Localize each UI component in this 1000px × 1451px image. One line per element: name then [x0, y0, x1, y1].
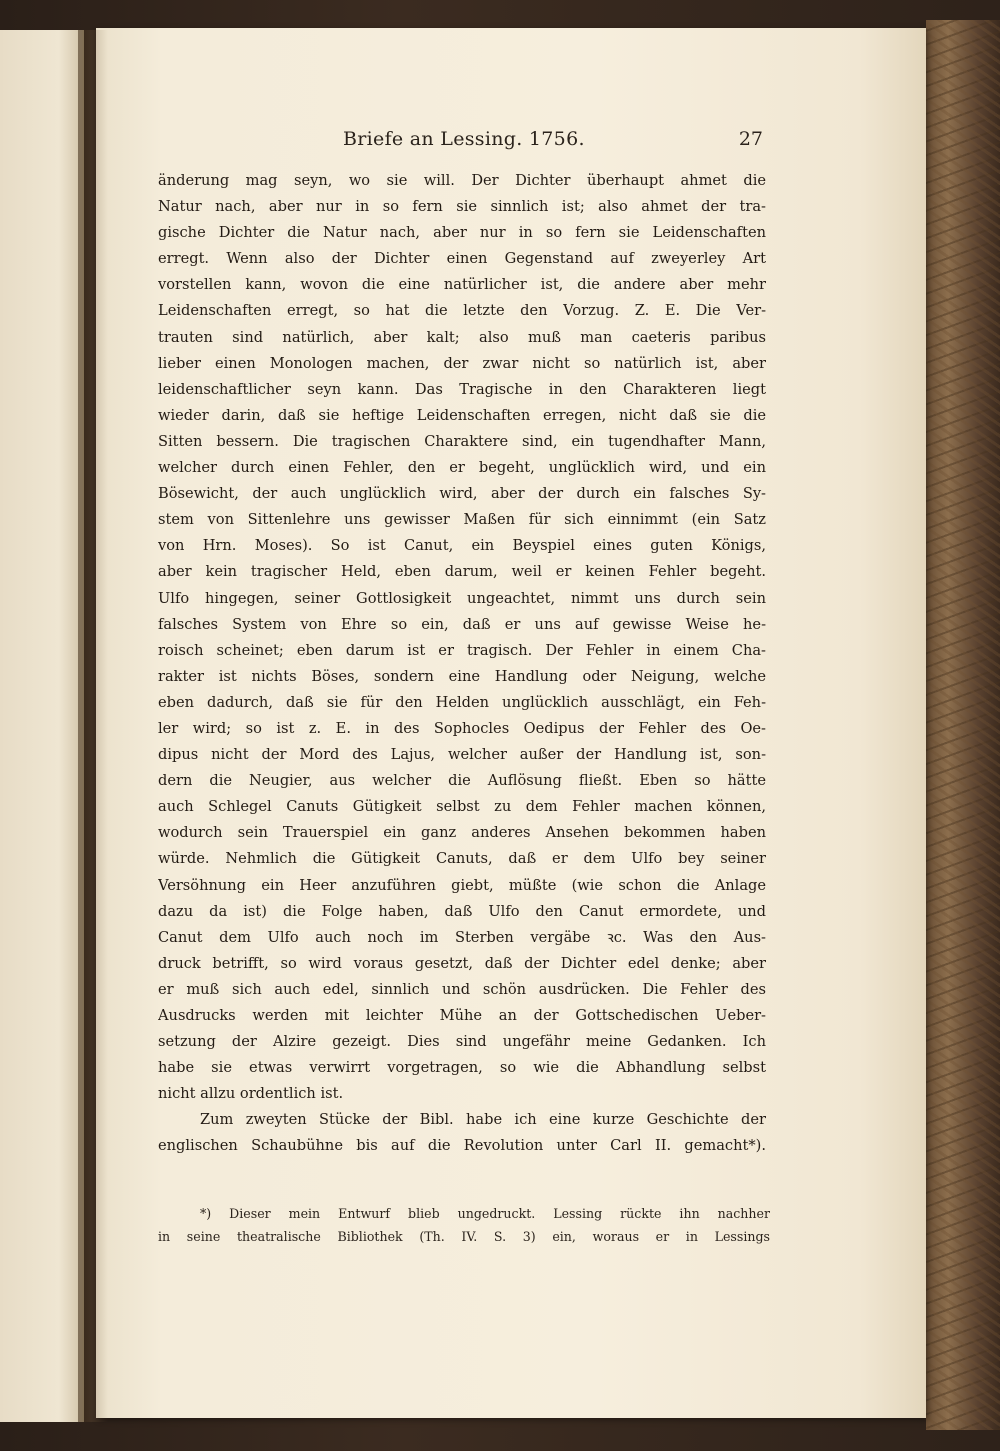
page-number: 27 — [738, 128, 763, 150]
text-line: stem von Sittenlehre uns gewisser Maßen für sich einnimmt (ein Satz — [158, 511, 766, 529]
text-line: eben dadurch, daß sie für den Helden unglücklich ausschlägt, ein Feh- — [158, 693, 766, 711]
text-line: Sitten bessern. Die tragischen Charaktere sind, ein tugendhafter Mann, — [158, 432, 766, 450]
text-line: druck betrifft, so wird voraus gesetzt, daß der Dichter edel denke; aber — [158, 954, 766, 972]
text-line: Ausdrucks werden mit leichter Mühe an der Gottschedischen Ueber- — [158, 1007, 766, 1024]
text-line: trauten sind natürlich, aber kalt; also muß man caeteris paribus — [158, 328, 766, 346]
text-line: setzung der Alzire gezeigt. Dies sind ungefähr meine Gedanken. Ich — [158, 1033, 766, 1051]
text-line: dipus nicht der Mord des Lajus, welcher außer der Handlung ist, son- — [158, 746, 766, 764]
book-cover-edge — [926, 20, 1000, 1430]
text-line: ler wird; so ist z. E. in des Sophocles Oedipus der Fehler des Oe- — [158, 719, 766, 737]
text-line: habe sie etwas verwirrt vorgetragen, so wie die Abhandlung selbst — [158, 1059, 766, 1077]
text-line: Zum zweyten Stücke der Bibl. habe ich eine kurze Geschichte der — [200, 1111, 766, 1129]
text-line: vorstellen kann, wovon die eine natürlicher ist, die andere aber mehr — [158, 276, 766, 294]
footnote-line: *) Dieser mein Entwurf blieb ungedruckt. Lessing rückte ihn nachher — [200, 1206, 770, 1221]
text-line: wieder darin, daß sie heftige Leidenschaften erregen, nicht daß sie die — [158, 406, 766, 424]
page-gutter-shadow — [78, 30, 108, 1422]
text-line: falsches System von Ehre so ein, daß er uns auf gewisse Weise he- — [158, 615, 766, 633]
text-line: Natur nach, aber nur in so fern sie sinnlich ist; also ahmet der tra- — [158, 198, 766, 216]
text-line: erregt. Wenn also der Dichter einen Gegenstand auf zweyerley Art — [158, 250, 766, 268]
text-line: er muß sich auch edel, sinnlich und schön ausdrücken. Die Fehler des — [158, 980, 766, 998]
text-line: wodurch sein Trauerspiel ein ganz anderes Ansehen bekommen haben — [158, 824, 766, 842]
text-line: gische Dichter die Natur nach, aber nur in so fern sie Leidenschaften — [158, 224, 766, 242]
text-line: auch Schlegel Canuts Gütigkeit selbst zu dem Fehler machen können, — [158, 798, 766, 816]
text-line: von Hrn. Moses). So ist Canut, ein Beyspiel eines guten Königs, — [158, 537, 766, 555]
page-header — [158, 128, 763, 158]
text-line: dern die Neugier, aus welcher die Auflösung fließt. Eben so hätte — [158, 772, 766, 790]
footnote — [158, 1202, 770, 1248]
text-line: Bösewicht, der auch unglücklich wird, aber der durch ein falsches Sy- — [158, 485, 766, 503]
text-line: Canut dem Ulfo auch noch im Sterben vergäbe ꝛc. Was den Aus- — [158, 928, 766, 946]
text-line: würde. Nehmlich die Gütigkeit Canuts, daß er dem Ulfo bey seiner — [158, 850, 766, 868]
text-line: welcher durch einen Fehler, den er begeht, unglücklich wird, und ein — [158, 459, 766, 477]
text-line: Versöhnung ein Heer anzuführen giebt, müßte (wie schon die Anlage — [158, 876, 766, 894]
running-head: Briefe an Lessing. 1756. — [343, 128, 585, 150]
text-line: roisch scheinet; eben darum ist er tragisch. Der Fehler in einem Cha- — [158, 641, 766, 659]
text-line: aber kein tragischer Held, eben darum, weil er keinen Fehler begeht. — [158, 563, 766, 581]
text-line: englischen Schaubühne bis auf die Revolution unter Carl II. gemacht*). — [158, 1137, 766, 1155]
main-text — [158, 168, 766, 1160]
text-line: Leidenschaften erregt, so hat die letzte den Vorzug. Z. E. Die Ver- — [158, 302, 766, 320]
facing-page-edge — [0, 30, 84, 1422]
text-line: lieber einen Monologen machen, der zwar nicht so natürlich ist, aber — [158, 354, 766, 372]
text-line: Ulfo hingegen, seiner Gottlosigkeit ungeachtet, nimmt uns durch sein — [158, 589, 766, 607]
text-line: nicht allzu ordentlich ist. — [158, 1085, 344, 1103]
footnote-line: in seine theatralische Bibliothek (Th. IV. S. 3) ein, woraus er in Lessings — [158, 1229, 770, 1244]
text-line: leidenschaftlicher seyn kann. Das Tragische in den Charakteren liegt — [158, 380, 766, 398]
text-line: änderung mag seyn, wo sie will. Der Dichter überhaupt ahmet die — [158, 172, 766, 189]
text-line: dazu da ist) die Folge haben, daß Ulfo den Canut ermordete, und — [158, 902, 766, 920]
text-line: rakter ist nichts Böses, sondern eine Handlung oder Neigung, welche — [158, 667, 766, 685]
